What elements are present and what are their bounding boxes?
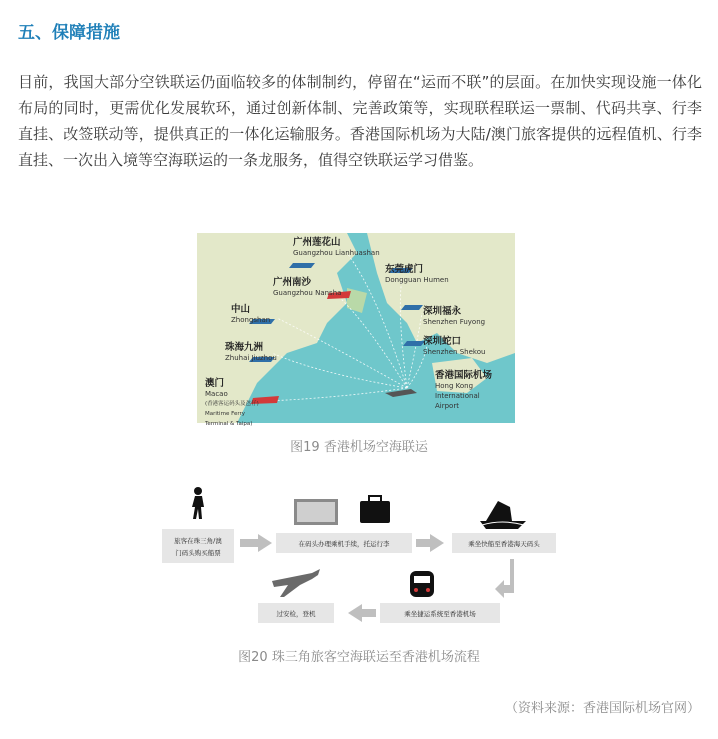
port-en: Shenzhen Shekou — [423, 348, 486, 356]
port-label-lianhuashan — [293, 238, 380, 258]
port-cn: 东莞虎门 — [385, 264, 424, 275]
port-cn: 中山 — [231, 304, 251, 315]
flow-graphic — [162, 481, 556, 629]
section-title: 五、保障措施 — [18, 23, 120, 43]
port-cn: 深圳蛇口 — [423, 336, 462, 347]
port-cn: 澳门 — [205, 378, 225, 389]
port-en: International — [435, 392, 480, 400]
port-cn: 深圳福永 — [423, 306, 462, 317]
train-icon — [410, 571, 434, 597]
ship-icon — [480, 501, 526, 529]
port-label-humen — [385, 265, 449, 285]
ticket-icon — [294, 499, 338, 525]
step4-text: 乘坐捷运系统至香港机场 — [404, 610, 476, 618]
sea-air-flow-diagram — [162, 481, 556, 629]
port-en: Hong Kong — [435, 382, 474, 390]
step3-text: 乘坐快船至香港海天码头 — [468, 540, 540, 548]
hk-airport-sea-air-map — [197, 233, 515, 427]
step1-text-line2: 门码头购买船票 — [175, 549, 221, 557]
port-note-en: Maritime Ferry — [205, 411, 246, 417]
figure20-caption: 图20 珠三角旅客空海联运至香港机场流程 — [238, 650, 480, 665]
port-cn: 香港国际机场 — [435, 370, 493, 381]
port-en: Dongguan Humen — [385, 276, 449, 284]
port-label-shekou — [423, 337, 485, 357]
port-cn: 珠海九洲 — [225, 342, 264, 353]
port-label-macao — [205, 379, 259, 429]
figure19-caption: 图19 香港机场空海联运 — [290, 440, 428, 455]
port-en: Airport — [435, 402, 459, 410]
airplane-icon — [272, 569, 320, 597]
source-note: （资料来源：香港国际机场官网） — [504, 701, 700, 716]
port-cn: 广州莲花山 — [293, 237, 341, 248]
port-en: Zhuhai Jiuzhou — [225, 354, 277, 362]
walking-person-icon — [192, 487, 204, 519]
body-paragraph: 目前，我国大部分空铁联运仍面临较多的体制制约，停留在“运而不联”的层面。在加快实现设施一体化布局的同时，更需优化发展软环，通过创新体制、完善政策等，实现联程联运一票制、代码共享、行李直挂、改签联动等，提供真正的一体化运输服务。香港国际机场为大陆/澳门旅客提供的远程值机、行李直挂、一次出入境等空海联运的一条龙服务，值得空铁联运学习借鉴。 — [18, 73, 702, 169]
step2-text: 在码头办理乘机手续，托运行李 — [298, 540, 390, 548]
port-note: (香港客运码头及氹仔) — [205, 401, 259, 407]
port-label-zhongshan — [231, 305, 270, 325]
suitcase-icon — [360, 496, 390, 523]
port-en: Guangzhou Lianhuashan — [293, 249, 380, 257]
port-label-jiuzhou — [225, 343, 277, 363]
port-label-nansha — [273, 278, 341, 298]
port-en: Zhongshan — [231, 316, 271, 324]
step1-box — [162, 529, 234, 563]
port-cn: 广州南沙 — [273, 277, 312, 288]
port-en: Guangzhou Nansha — [273, 289, 342, 297]
port-en: Macao — [205, 390, 228, 398]
port-label-hkia — [435, 371, 492, 411]
port-en: Shenzhen Fuyong — [423, 318, 486, 326]
step5-text: 过安检，登机 — [276, 610, 316, 618]
port-note-en: Terminal & Taipa) — [205, 421, 253, 427]
step1-text-line1: 旅客在珠三角/澳 — [174, 537, 222, 545]
port-label-fuyong — [423, 307, 485, 327]
